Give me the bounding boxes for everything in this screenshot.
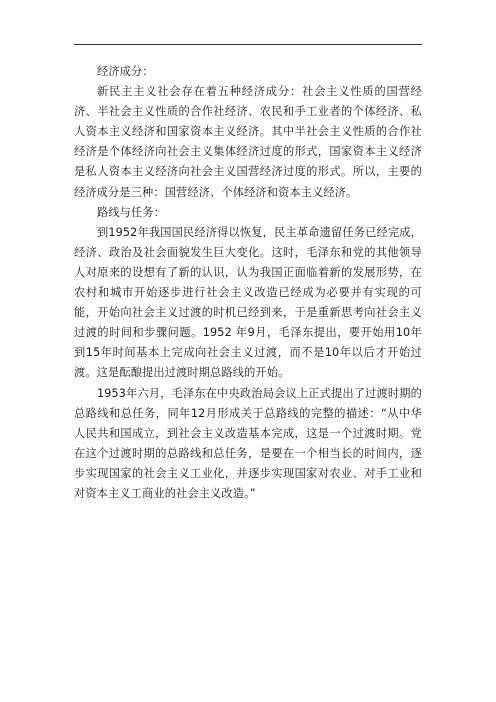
heading-line-and-tasks: 路线与任务：: [97, 205, 166, 219]
paragraph-economic-components: 新民主主义社会存在着五种经济成分：社会主义性质的国营经济、半社会主义性质的合作社经济、农民和手工业者的个体经济、私人资本主义经济和国家资本主义经济。其中半社会主义性质的合作社经济是个体经济向社会主义集体经济过度的形式，国家资本主义经济是私人资本主义经济向社会主义国营经济过度的形式。所以，主要的经济成分是三种：国营经济、个体经济和资本主义经济。: [74, 85, 422, 199]
document-body: [74, 62, 422, 504]
paragraph-transition-background: 到1952年我国国民经济得以恢复，民主革命遗留任务已经完成，经济、政治及社会面貌发生巨大变化。这时，毛泽东和党的其他领导人对原来的设想有了新的认识，认为我国正面临着新的发展形势，在农村和城市开始逐步进行社会主义改造已经成为必要并有实现的可能，开始向社会主义过渡的时机已经到来，于是重新思考向社会主义过渡的时间和步骤问题。1952 年9月，毛泽东提出，要开始用10年到15年时间基本上完成向社会主义过渡，而不是10年以后才开始过渡。这是酝酿提出过渡时期总路线的开始。: [74, 225, 422, 380]
heading-economic-components: 经济成分：: [97, 65, 154, 78]
paragraph-general-line: 1953年六月，毛泽东在中央政治局会议上正式提出了过渡时期的总路线和总任务，同年12月形成关于总路线的完整的描述：“从中华人民共和国成立，到社会主义改造基本完成，这是一个过渡时期。党在这个过渡时期的总路线和总任务，是要在一个相当长的时间内，逐步实现国家的社会主义工业化，并逐步实现国家对农业、对手工业和对资本主义工商业的社会主义改造。”: [74, 386, 422, 500]
header-rule: [74, 44, 422, 45]
